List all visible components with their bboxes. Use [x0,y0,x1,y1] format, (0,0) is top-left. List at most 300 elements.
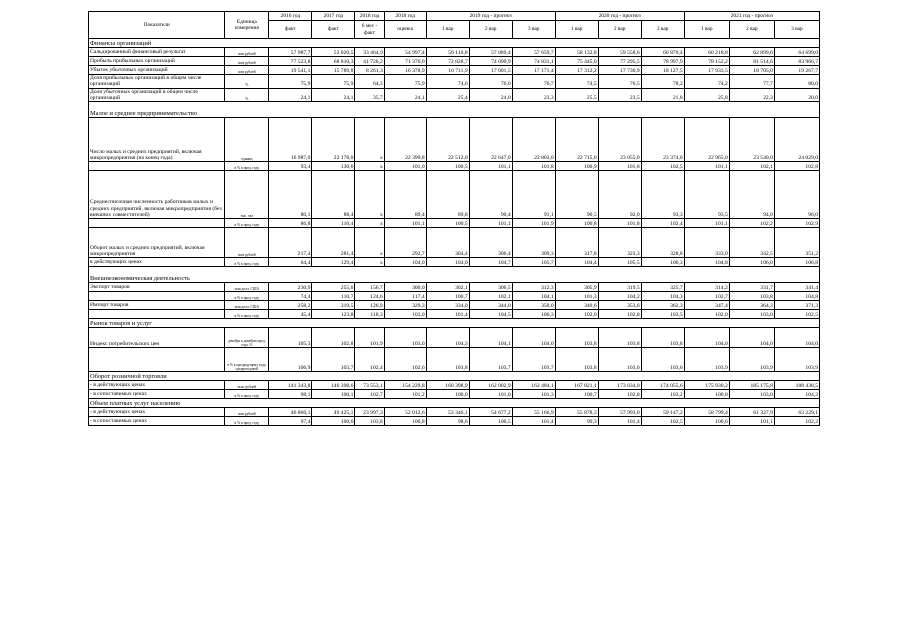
row-unit: в % к пред. году [225,258,269,267]
value-cell: 100,0 [426,390,469,399]
value-cell: 101,9 [512,219,555,228]
value-cell: 21,8 [641,88,684,102]
value-cell: 101,1 [469,162,512,171]
value-cell: 74,6 [426,75,469,89]
value-cell: 103,0 [729,310,774,319]
value-cell: 75,9 [269,75,312,89]
header-sub-col: 6 мес - факт [355,21,384,39]
row-unit: в % к пред. году [225,292,269,301]
value-cell: 59 558,6 [598,48,641,57]
table-row [89,408,820,417]
value-cell: 76,0 [469,75,512,89]
row-label: Доля прибыльных организаций в общем числе организаций [89,75,225,89]
value-cell: 62 899,6 [729,48,774,57]
value-cell: 317,8 [555,228,598,258]
value-cell: 92,0 [598,171,641,219]
value-cell: 130,6 [312,162,355,171]
value-cell: 319,5 [312,301,355,310]
value-cell: 18 127,5 [641,66,684,75]
value-cell: 319,5 [598,283,641,292]
value-cell: 23,5 [598,88,641,102]
value-cell: 314,2 [684,283,729,292]
value-cell: 364,3 [729,301,774,310]
value-cell: 110,4 [312,219,355,228]
table-row [89,88,820,102]
value-cell: 124,6 [355,292,384,301]
value-cell: 22 178,0 [312,118,355,162]
value-cell: 24,0 [469,88,512,102]
value-cell: 54 677,2 [469,408,512,417]
header-sub-col: 3 вар [512,21,555,39]
value-cell: 59 147,2 [641,408,684,417]
table-row [89,258,820,267]
value-cell: 102,5 [641,162,684,171]
value-cell: 102,2 [774,417,819,426]
table-row [89,219,820,228]
section-title: Объем платных услуг населению [89,399,225,408]
table-row [89,390,820,399]
value-cell: 91,1 [512,171,555,219]
header-unit: Единица измерения [225,12,269,39]
value-cell: 302,1 [426,283,469,292]
value-cell: 103,8 [729,292,774,301]
value-cell: 22 715,0 [555,118,598,162]
value-cell: 104,0 [384,258,426,267]
value-cell: 103,0 [729,390,774,399]
value-cell: 25,4 [426,88,469,102]
row-label: Индекс потребительских цен [89,328,225,348]
value-cell: 93,4 [269,162,312,171]
value-cell: 64 699,0 [774,48,819,57]
value-cell: 104,3 [774,390,819,399]
row-unit: млн рублей [225,57,269,66]
value-cell: 58 132,8 [555,48,598,57]
value-cell: 96,0 [774,171,819,219]
value-cell: 35,7 [355,88,384,102]
value-cell: 102,6 [384,348,426,372]
value-cell: 101,1 [469,219,512,228]
row-unit: млн рублей [225,66,269,75]
value-cell: 102,8 [774,162,819,171]
row-unit: в % к пред. году [225,162,269,171]
value-cell: 49 425,1 [312,408,355,417]
value-cell: 101,4 [598,417,641,426]
table-row [89,328,820,348]
value-cell: 106,0 [729,258,774,267]
value-cell: 104,4 [555,258,598,267]
value-cell: 41 726,2 [355,57,384,66]
value-cell: 174 055,6 [641,381,684,390]
value-cell: x [355,162,384,171]
value-cell: 371,3 [774,301,819,310]
value-cell: 77 523,8 [269,57,312,66]
value-cell: 64,3 [355,75,384,89]
value-cell: 57 987,7 [269,48,312,57]
value-cell: 57 993,0 [598,408,641,417]
value-cell: 72 828,7 [426,57,469,66]
row-unit: % [225,75,269,89]
row-unit: млн рублей [225,48,269,57]
value-cell: 16 378,9 [384,66,426,75]
section-title: Рынок товаров и услуг [89,319,225,328]
row-label: Среднесписочная численность работников малых и средних предприятий, включая микропредприятия (без внешних совместителей) [89,171,225,219]
value-cell: 77 295,5 [598,57,641,66]
value-cell: 106,8 [774,258,819,267]
value-cell: 24,1 [312,88,355,102]
row-unit: в % к предыдущему году, среднегодовой [225,348,269,372]
value-cell: 103,8 [355,417,384,426]
report-table [88,11,820,426]
row-label: - в действующих ценах [89,408,225,417]
value-cell: 103,9 [774,348,819,372]
header-year-2016: 2016 год [269,12,312,21]
value-cell: 55 878,3 [555,408,598,417]
value-cell: 103,0 [384,310,426,319]
value-cell: 8 261,3 [355,66,384,75]
value-cell: 76,7 [512,75,555,89]
value-cell: 217,4 [269,228,312,258]
value-cell: 160 398,9 [426,381,469,390]
value-cell: 104,0 [774,328,819,348]
value-cell: 23 374,0 [641,118,684,162]
value-cell: 101,1 [684,219,729,228]
header-sub-col: 2 вар [729,21,774,39]
row-label: в действующих ценах [89,258,225,267]
value-cell: 281,4 [312,228,355,258]
value-cell: 53 346,1 [426,408,469,417]
header-sub-col: 1 вар [426,21,469,39]
value-cell: 102,1 [729,162,774,171]
row-unit: % [225,88,269,102]
section-title: Внешнеэкономическая деятельность [89,267,225,283]
value-cell: 334,0 [426,301,469,310]
value-cell: 103,7 [312,348,355,372]
value-cell: 80,0 [774,75,819,89]
value-cell: 86,8 [269,219,312,228]
value-cell: 104,8 [774,292,819,301]
value-cell: 329,3 [384,301,426,310]
value-cell: 100,5 [426,162,469,171]
value-cell: 362,3 [641,301,684,310]
value-cell: 309,3 [512,228,555,258]
value-cell: 22 647,0 [469,118,512,162]
value-cell: 93,5 [684,171,729,219]
section-title: Оборот розничной торговли [89,372,225,381]
table-row [89,66,820,75]
value-cell: 102,0 [684,310,729,319]
value-cell: 54 997,4 [384,48,426,57]
value-cell: 17 001,5 [469,66,512,75]
value-cell: 102,8 [312,328,355,348]
value-cell: 353,6 [598,301,641,310]
value-cell: 100,6 [684,417,729,426]
value-cell: 300,0 [384,283,426,292]
value-cell: 101,4 [426,310,469,319]
value-cell: x [355,228,384,258]
value-cell: 102,8 [598,310,641,319]
value-cell: 33 464,9 [355,48,384,57]
section-fill [225,372,820,381]
value-cell: 103,8 [641,328,684,348]
row-unit: в % к пред. году [225,390,269,399]
value-cell: 74,4 [269,292,312,301]
value-cell: 102,2 [729,219,774,228]
table-row [89,381,820,390]
value-cell: 23 540,0 [729,118,774,162]
value-cell: 106,9 [269,348,312,372]
table-row [89,348,820,372]
header-year-2018-est: 2018 год [384,12,426,21]
value-cell: 23,3 [512,88,555,102]
value-cell: 104,1 [469,328,512,348]
section-title: Малое и среднее предпринимательство [89,102,225,118]
value-cell: 162 484,1 [512,381,555,390]
value-cell: 100,8 [384,417,426,426]
value-cell: 331,7 [729,283,774,292]
header-sub-col: 1 вар [684,21,729,39]
value-cell: 98,1 [269,390,312,399]
header-indicator: Показатели [89,12,225,39]
value-cell: 104,0 [729,328,774,348]
table-row [89,171,820,219]
row-label [89,348,225,372]
value-cell: 16 987,0 [269,118,312,162]
value-cell: 78 152,2 [684,57,729,66]
value-cell: 101,8 [512,162,555,171]
value-cell: 325,7 [641,283,684,292]
value-cell: 103,8 [555,328,598,348]
value-cell: 103,6 [598,348,641,372]
value-cell: 75,9 [312,75,355,89]
table-row [89,162,820,171]
header-sub-col: 2 вар [469,21,512,39]
value-cell: 102,5 [774,310,819,319]
row-label: Прибыль прибыльных организаций [89,57,225,66]
table-row [89,292,820,301]
row-unit: млн долл. США [225,301,269,310]
value-cell: 75 445,0 [555,57,598,66]
section-fill [225,267,820,283]
value-cell: 81 514,6 [729,57,774,66]
row-unit: млн долл. США [225,283,269,292]
value-cell: 230,9 [269,283,312,292]
value-cell: 101,4 [512,417,555,426]
value-cell: 104,0 [684,328,729,348]
value-cell: 101,3 [512,390,555,399]
row-unit: млн. рублей [225,381,269,390]
value-cell: 17 736,9 [598,66,641,75]
value-cell: x [355,118,384,162]
value-cell: 292,7 [384,228,426,258]
row-label [89,292,225,301]
value-cell: 25,8 [684,88,729,102]
value-cell: 61 327,9 [729,408,774,417]
header-sub-col: оценка [384,21,426,39]
value-cell: x [355,171,384,219]
value-cell: 89,8 [426,171,469,219]
table-row [89,57,820,66]
value-cell: 22 965,0 [684,118,729,162]
value-cell: 75,9 [384,75,426,89]
table-row [89,228,820,258]
value-cell: 94,0 [729,171,774,219]
value-cell: 100,5 [469,417,512,426]
value-cell: 17 171,4 [512,66,555,75]
value-cell: 342,5 [729,228,774,258]
value-cell: 258,2 [269,301,312,310]
value-cell: 18 705,0 [729,66,774,75]
value-cell: 328,8 [641,228,684,258]
value-cell: 20,0 [774,88,819,102]
value-cell: 129,4 [312,258,355,267]
value-cell: 74 090,9 [469,57,512,66]
section-fill [225,39,820,48]
value-cell: 25,5 [555,88,598,102]
value-cell: 57 089,4 [469,48,512,57]
value-cell: 89,4 [384,171,426,219]
value-cell: 117,4 [384,292,426,301]
value-cell: 16 711,9 [426,66,469,75]
value-cell: 110,7 [312,292,355,301]
value-cell: 312,3 [512,283,555,292]
header-forecast-2020: 2020 год - прогноз [555,12,684,21]
section-title: Финансы организаций [89,39,225,48]
value-cell: 175 930,2 [684,381,729,390]
row-label: Убыток убыточных организаций [89,66,225,75]
value-cell: 23 997,3 [355,408,384,417]
section-fill [225,399,820,408]
value-cell: 104,1 [512,292,555,301]
value-cell: 103,2 [641,390,684,399]
value-cell: 24 029,0 [774,118,819,162]
value-cell: 53 020,5 [312,48,355,57]
value-cell: 305,9 [555,283,598,292]
value-cell: 100,9 [555,162,598,171]
value-cell: 73 553,1 [355,381,384,390]
value-cell: 101,3 [555,292,598,301]
value-cell: x [355,258,384,267]
value-cell: 97,4 [269,417,312,426]
header-sub-col: 1 вар [555,21,598,39]
header-forecast-2019: 2019 год - прогноз [426,12,555,21]
value-cell: 74,2 [684,75,729,89]
value-cell: 350,0 [512,301,555,310]
value-cell: 101,0 [469,390,512,399]
value-cell: 22 399,8 [384,118,426,162]
value-cell: 347,4 [684,301,729,310]
value-cell: 323,3 [598,228,641,258]
value-cell: 24,1 [269,88,312,102]
value-cell: 46 866,1 [269,408,312,417]
value-cell: 74,5 [555,75,598,89]
row-label: - в сопоставимых ценах [89,417,225,426]
value-cell: 341,4 [774,283,819,292]
section-fill [225,319,820,328]
table-row [89,48,820,57]
value-cell: 104,0 [512,328,555,348]
header-sub-col: 2 вар [598,21,641,39]
value-cell: 100,1 [312,390,355,399]
section-row [89,372,820,381]
row-unit: в % к пред. году [225,417,269,426]
section-row [89,39,820,48]
value-cell: 104,3 [641,292,684,301]
value-cell: 80,1 [269,171,312,219]
value-cell: 78 997,9 [641,57,684,66]
value-cell: 76,5 [598,75,641,89]
value-cell: 351,2 [774,228,819,258]
section-row [89,399,820,408]
value-cell: 52 012,6 [384,408,426,417]
value-cell: 173 034,0 [598,381,641,390]
header-sub-col: факт [269,21,312,39]
header-year-2018-half: 2018 год [355,12,384,21]
value-cell: 306,5 [469,283,512,292]
table-row [89,283,820,292]
value-cell: 22 512,0 [426,118,469,162]
value-cell: 185 175,8 [729,381,774,390]
row-label: Экспорт товаров [89,283,225,292]
section-fill [225,102,820,118]
value-cell: 146 398,6 [312,381,355,390]
table-row [89,417,820,426]
value-cell: 103,5 [641,310,684,319]
row-label [89,310,225,319]
value-cell: 333,0 [684,228,729,258]
value-cell: 22,3 [729,88,774,102]
value-cell: 88,4 [312,171,355,219]
row-label: - в сопоставимых ценах [89,390,225,399]
value-cell: 24,1 [384,88,426,102]
value-cell: 102,8 [598,390,641,399]
row-label [89,219,225,228]
value-cell: 60 870,4 [641,48,684,57]
header-sub-col: 3 вар [641,21,684,39]
value-cell: 304,4 [426,228,469,258]
value-cell: 55 166,9 [512,408,555,417]
value-cell: 102,7 [355,390,384,399]
value-cell: 77,7 [729,75,774,89]
value-cell: 104,2 [598,292,641,301]
value-cell: 106,3 [512,310,555,319]
value-cell: 83 966,7 [774,57,819,66]
value-cell: 103,8 [598,328,641,348]
value-cell: 167 821,1 [555,381,598,390]
value-cell: 104,7 [469,258,512,267]
value-cell: 103,7 [469,348,512,372]
value-cell: 340,6 [555,301,598,310]
value-cell: 103,8 [555,348,598,372]
value-cell: 105,5 [598,258,641,267]
header-sub-col: 3 вар [774,21,819,39]
value-cell: 102,1 [469,292,512,301]
value-cell: 102,5 [641,417,684,426]
row-label: Число малых и средних предприятий, включая микропредприятия (на конец года) [89,118,225,162]
value-cell: 22 803,0 [512,118,555,162]
value-cell: 102,7 [684,292,729,301]
value-cell: 104,3 [426,328,469,348]
value-cell: 100,5 [426,219,469,228]
value-cell: 100,6 [312,417,355,426]
value-cell: 90,5 [555,171,598,219]
value-cell: 17 312,2 [555,66,598,75]
row-label: Сальдированный финансовый результат [89,48,225,57]
header-sub-col: факт [312,21,355,39]
value-cell: 101,9 [355,328,384,348]
value-cell: 23 055,0 [598,118,641,162]
value-cell: 100,8 [684,390,729,399]
value-cell: 101,1 [729,417,774,426]
